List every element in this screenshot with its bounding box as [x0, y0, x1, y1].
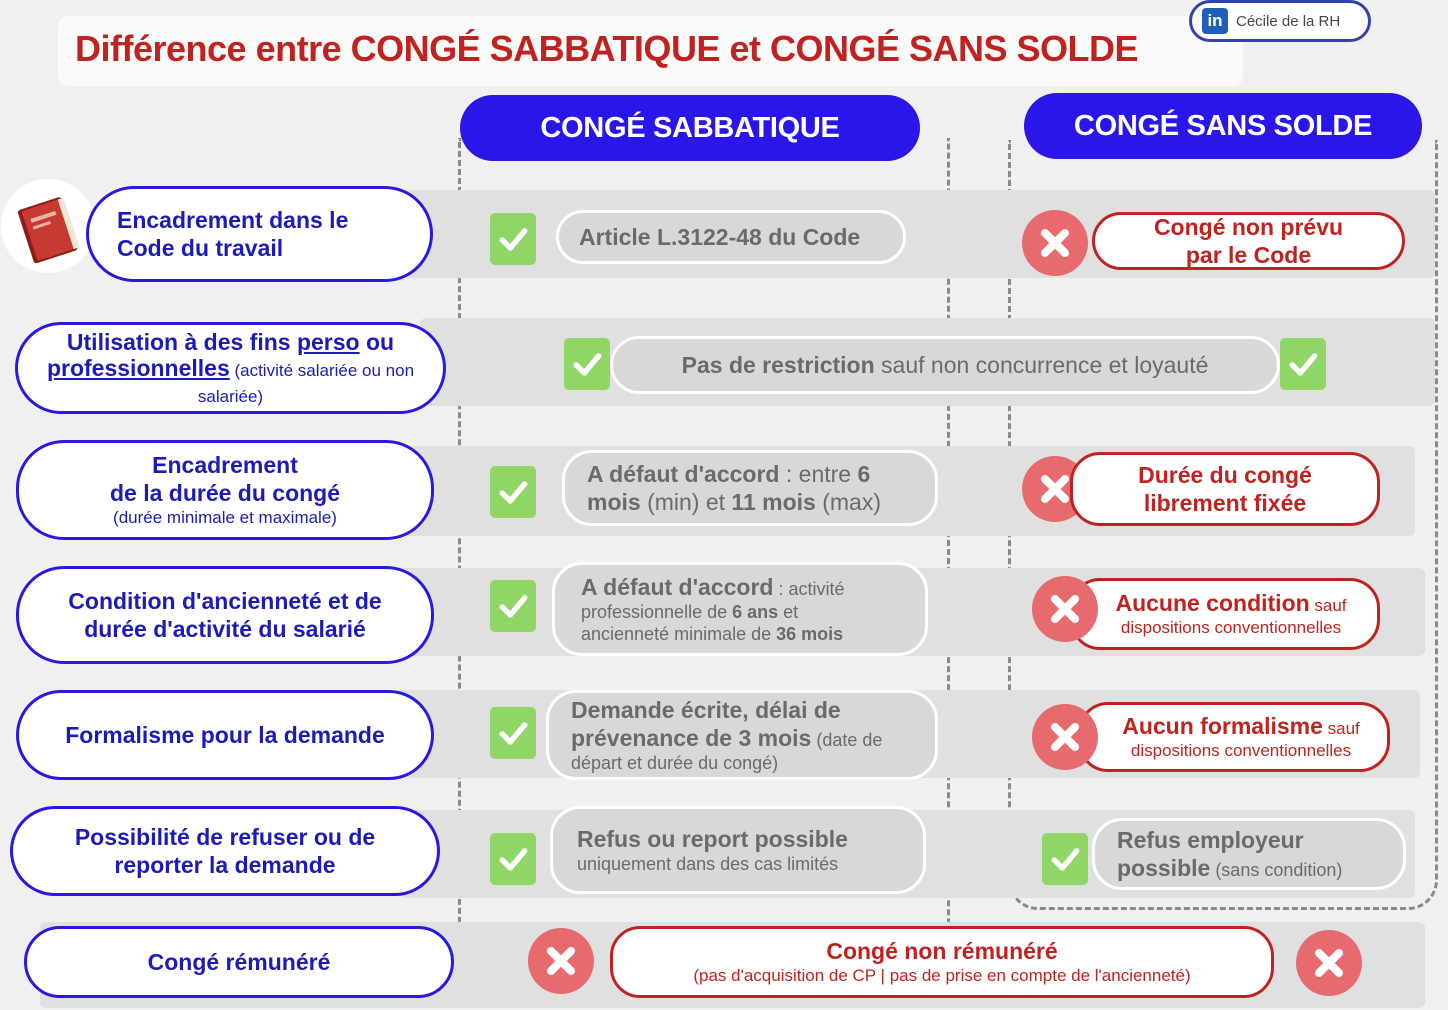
- check-icon: [1042, 833, 1088, 885]
- column-header-sabbatique: CONGÉ SABBATIQUE: [460, 95, 920, 161]
- sans-solde-formalisme-value: Aucun formalisme sauf dispositions conventionnelles: [1078, 702, 1390, 772]
- sabbatique-formalisme-value: Demande écrite, délai de prévenance de 3 mois (date de départ et durée du congé): [546, 690, 938, 780]
- row-label-code-text: Encadrement dans le Code du travail: [117, 207, 349, 261]
- check-icon: [490, 213, 536, 265]
- row-label-remunere: Congé rémunéré: [24, 926, 454, 998]
- sabbatique-code-value: Article L.3122-48 du Code: [556, 210, 906, 264]
- check-icon: [564, 338, 610, 390]
- row-label-anciennete: Condition d'ancienneté et de durée d'activité du salarié: [16, 566, 434, 664]
- check-icon: [490, 833, 536, 885]
- shared-remunere-value: Congé non rémunéré (pas d'acquisition de CP | pas de prise en compte de l'ancienneté): [610, 926, 1274, 998]
- page-title: Différence entre CONGÉ SABBATIQUE et CONGÉ SANS SOLDE: [75, 28, 1139, 69]
- cross-icon: [1296, 930, 1362, 996]
- shared-utilisation-value: Pas de restriction sauf non concurrence et loyauté: [610, 336, 1280, 394]
- cross-icon: [1032, 576, 1098, 642]
- cross-icon: [1022, 210, 1088, 276]
- row-label-duree: Encadrement de la durée du congé (durée minimale et maximale): [16, 440, 434, 540]
- author-name: Cécile de la RH: [1236, 12, 1341, 30]
- sans-solde-anciennete-value: Aucune condition sauf dispositions conventionnelles: [1070, 578, 1380, 650]
- sans-solde-code-value: Congé non prévu par le Code: [1092, 212, 1405, 270]
- cross-icon: [528, 928, 594, 994]
- sabbatique-duree-value: A défaut d'accord : entre 6 mois (min) et 11 mois (max): [562, 450, 938, 526]
- row-label-code: [86, 186, 433, 282]
- sans-solde-duree-value: Durée du congé librement fixée: [1070, 452, 1380, 526]
- check-icon: [490, 466, 536, 518]
- row-label-utilisation: Utilisation à des fins perso ou professionnelles (activité salariée ou non salariée): [15, 322, 446, 414]
- check-icon: [490, 580, 536, 632]
- cross-icon: [1032, 704, 1098, 770]
- code-book-icon: [0, 178, 96, 274]
- column-header-sans-solde: CONGÉ SANS SOLDE: [1024, 93, 1422, 159]
- row-label-refus: Possibilité de refuser ou de reporter la demande: [10, 806, 440, 896]
- sabbatique-refus-value: Refus ou report possible uniquement dans des cas limités: [550, 806, 926, 894]
- check-icon: [1280, 338, 1326, 390]
- sabbatique-anciennete-value: A défaut d'accord : activité professionnelle de 6 ans et ancienneté minimale de 36 mois: [552, 562, 928, 656]
- linkedin-icon: in: [1202, 8, 1228, 34]
- check-icon: [490, 707, 536, 759]
- sans-solde-refus-value: Refus employeur possible (sans condition): [1092, 818, 1406, 890]
- row-label-formalisme: Formalisme pour la demande: [16, 690, 434, 780]
- author-badge[interactable]: [1189, 0, 1371, 42]
